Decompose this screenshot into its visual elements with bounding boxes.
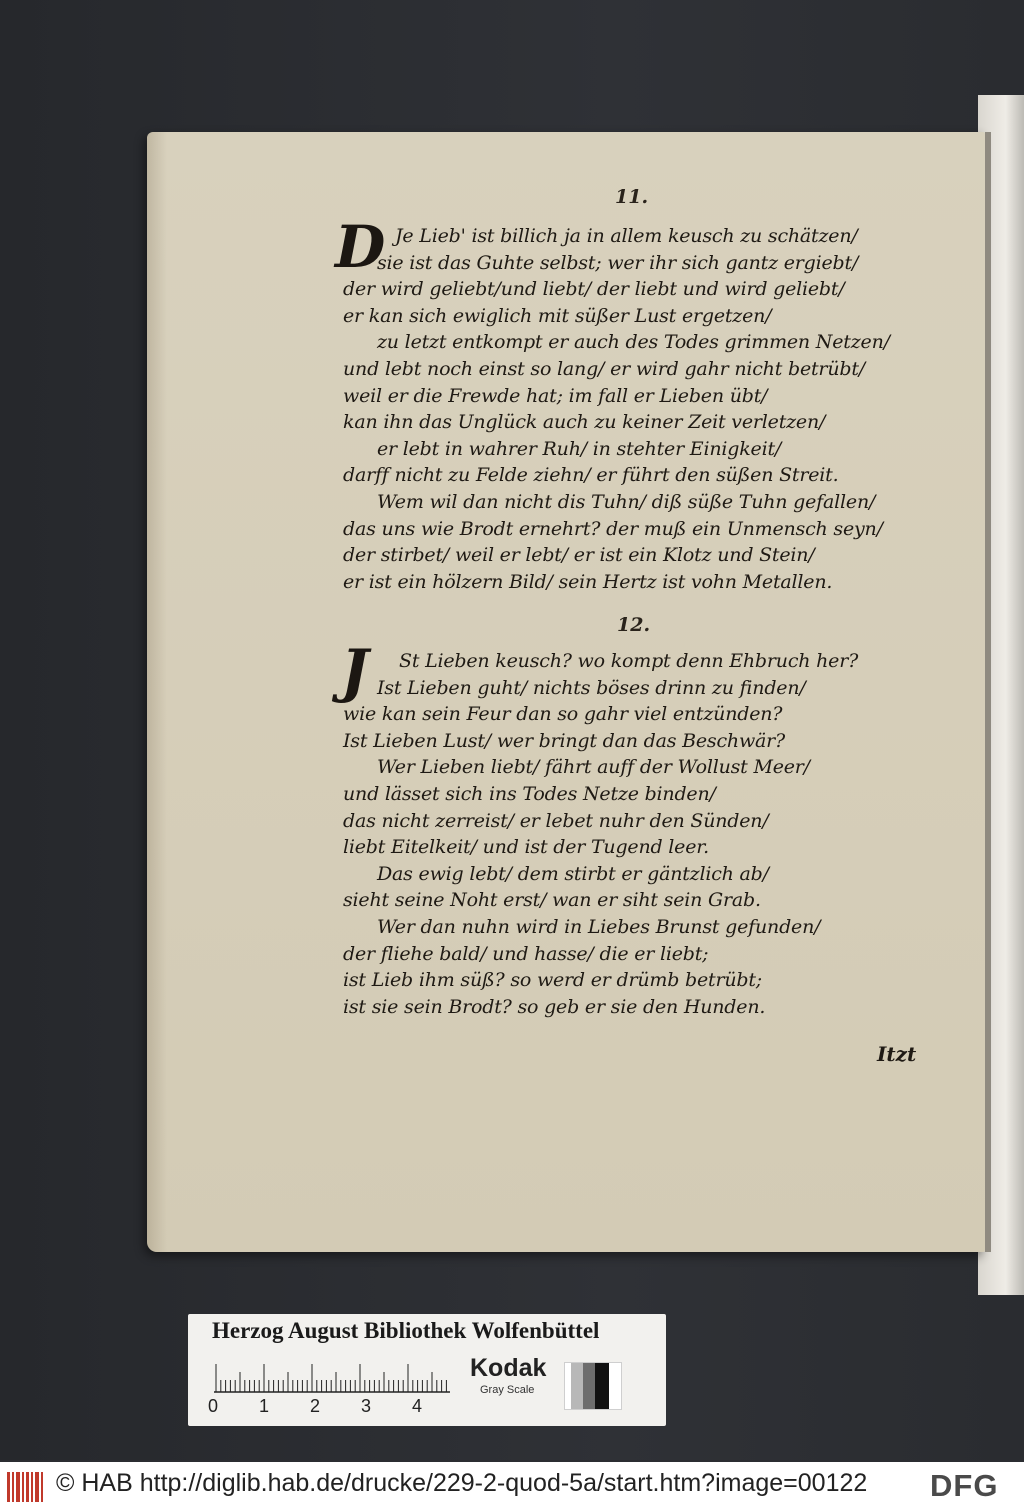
verse-line: der fliehe bald/ und hasse/ die er liebt;	[343, 942, 709, 965]
hab-barcode-icon	[6, 1468, 44, 1506]
verse-line: der stirbet/ weil er lebt/ er ist ein Klotz und Stein/	[343, 544, 815, 567]
verse-line: das nicht zerreist/ er lebet nuhr den Sünden/	[343, 809, 769, 832]
kodak-logo: Kodak	[470, 1354, 547, 1382]
stanza-number-11: 11.	[615, 186, 649, 208]
verse-line: darff nicht zu Felde ziehn/ er führt den süßen Streit.	[343, 464, 839, 487]
verse-line: ist sie sein Brodt? so geb er sie den Hunden.	[343, 995, 766, 1018]
color-calibration-card	[188, 1314, 666, 1426]
drop-initial-11: D	[335, 213, 386, 281]
verse-line: Wer Lieben liebt/ fährt auff der Wollust Meer/	[377, 756, 810, 779]
verse-line: Ist Lieben guht/ nichts böses drinn zu finden/	[377, 676, 806, 699]
verse-line: sie ist das Guhte selbst; wer ihr sich gantz ergiebt/	[377, 251, 859, 274]
footer-bar	[0, 1462, 1024, 1511]
verse-line: sieht seine Noht erst/ wan er siht sein Grab.	[343, 889, 761, 912]
verse-line: Das ewig lebt/ dem stirbt er gäntzlich ab/	[377, 862, 769, 885]
verse-line: St Lieben keusch? wo kompt denn Ehbruch her?	[399, 650, 859, 672]
verse-line: das uns wie Brodt ernehrt? der muß ein Unmensch seyn/	[343, 517, 883, 540]
verse-line: Wem wil dan nicht dis Tuhn/ diß süße Tuhn gefallen/	[377, 491, 876, 513]
verse-line: wie kan sein Feur dan so gahr viel entzünden?	[343, 703, 783, 726]
catchword: Itzt	[877, 1042, 917, 1066]
verse-line: kan ihn das Unglück auch zu keiner Zeit verletzen/	[343, 411, 826, 434]
gray-swatch-mid	[583, 1363, 595, 1409]
verse-line: und lebt noch einst so lang/ er wird gahr nicht betrübt/	[343, 358, 865, 380]
gray-swatches	[564, 1362, 622, 1410]
ruler-number: 4	[412, 1396, 423, 1416]
verse-line: liebt Eitelkeit/ und ist der Tugend leer.	[343, 836, 709, 859]
gray-swatch-light	[571, 1363, 583, 1409]
verse-line: weil er die Frewde hat; im fall er Lieben übt/	[343, 384, 768, 407]
drop-initial-12: J	[341, 637, 369, 705]
gray-swatch-dark	[595, 1363, 609, 1409]
library-name: Herzog August Bibliothek Wolfenbüttel	[212, 1318, 600, 1343]
stanza-number-12: 12.	[617, 614, 651, 636]
verse-line: Wer dan nuhn wird in Liebes Brunst gefunden/	[377, 916, 821, 938]
measurement-ruler	[214, 1358, 450, 1394]
dfg-logo: DFG	[930, 1468, 999, 1503]
ruler-number: 1	[259, 1396, 270, 1416]
verse-line: er kan sich ewiglich mit süßer Lust ergetzen/	[343, 304, 772, 327]
page-gutter	[985, 132, 991, 1252]
verse-line: zu letzt entkompt er auch des Todes grimmen Netzen/	[377, 331, 890, 354]
verse-line: er lebt in wahrer Ruh/ in stehter Einigkeit/	[377, 437, 782, 460]
ruler-number: 2	[310, 1396, 321, 1416]
ruler-number: 0	[208, 1396, 219, 1416]
verse-line: der wird geliebt/und liebt/ der liebt und wird geliebt/	[343, 278, 845, 301]
source-url[interactable]: © HAB http://diglib.hab.de/drucke/229-2-quod-5a/start.htm?image=00122	[56, 1469, 868, 1497]
verse-line: er ist ein hölzern Bild/ sein Hertz ist vohn Metallen.	[343, 570, 833, 593]
verse-line: Ist Lieben Lust/ wer bringt dan das Beschwär?	[343, 729, 785, 752]
gray-scale-label: Gray Scale	[480, 1384, 535, 1396]
verse-line: ist Lieb ihm süß? so werd er drümb betrübt;	[343, 969, 762, 992]
verse-line: Je Lieb' ist billich ja in allem keusch zu schätzen/	[395, 225, 858, 247]
ruler-number: 3	[361, 1396, 372, 1416]
verse-line: und lässet sich ins Todes Netze binden/	[343, 783, 716, 805]
